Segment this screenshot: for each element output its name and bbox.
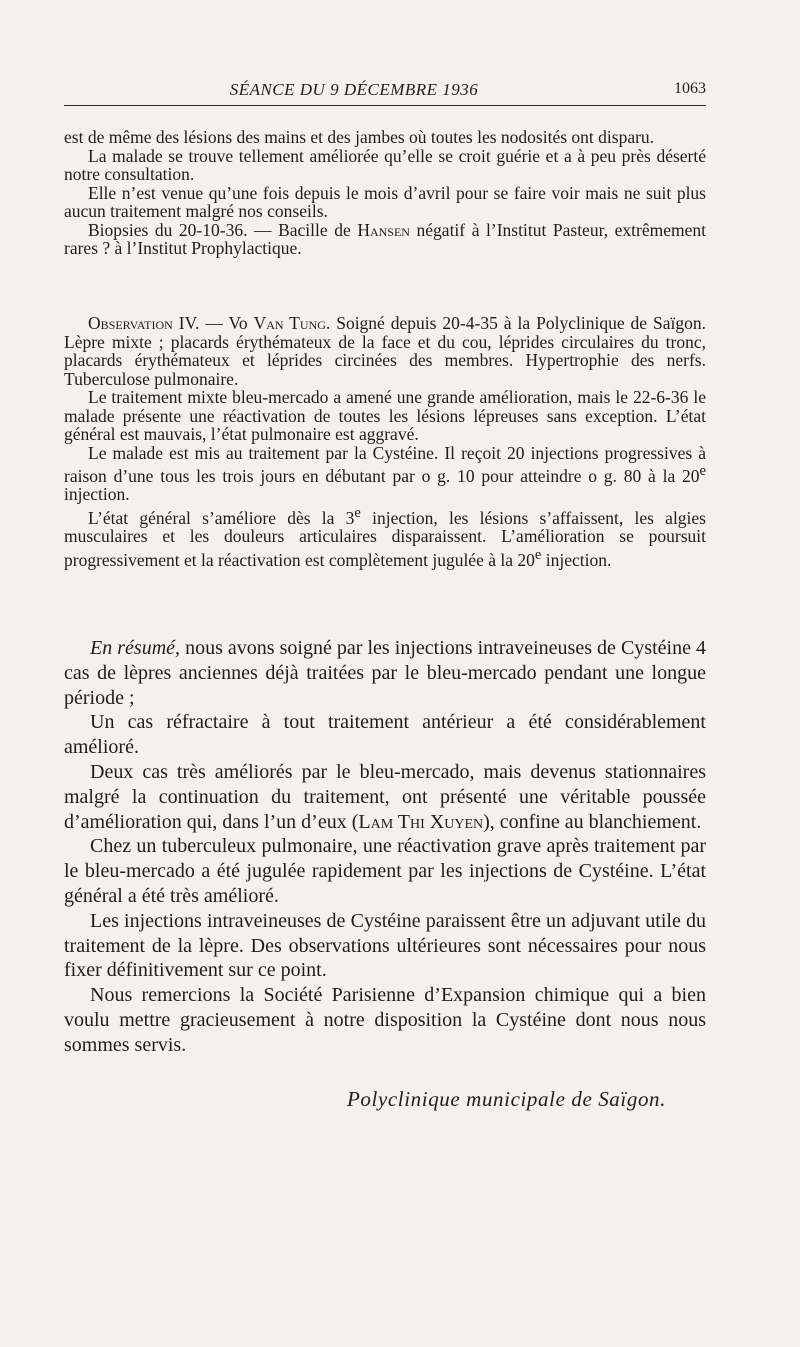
cysteine-text-a: Le malade est mis au traitement par la Cystéine. Il reçoit 20 injections progressives à raison d’une tous les trois jours en débutant par o g. 10 pour atteindre o g. 80 à la 20: [64, 442, 706, 486]
etat-text-a: L’état général s’améliore dès la 3: [88, 507, 355, 528]
paragraph-traitement-mixte: Le traitement mixte bleu-mercado a amené une grande amélioration, mais le 22-6-36 le malade présente une réactivation de toutes les lésions lépreuses sans exception. L’état général est mauvais, l’état pulmonaire est aggravé.: [64, 387, 706, 444]
running-head-title: SÉANCE DU 9 DÉCEMBRE 1936: [229, 80, 479, 99]
superscript-e: e: [354, 504, 361, 521]
observation-iv: [64, 314, 706, 569]
paragraph-adjuvant: Les injections intraveineuses de Cystéine paraissent être un adjuvant utile du traitement de la lèpre. Des observations ultérieures sont nécessaires pour nous fixer définitivement sur ce point.: [64, 909, 706, 982]
superscript-e: e: [534, 546, 542, 563]
running-header: [64, 80, 706, 104]
biopsies-text-a: Biopsies du 20-10-36. — Bacille de: [88, 219, 358, 240]
paragraph-en-resume: [64, 636, 706, 710]
paragraph-deux-cas: [64, 760, 706, 834]
observation-iv-text-a: IV. — Vo: [172, 313, 254, 333]
header-rule: [64, 105, 706, 106]
observation-label: Observation: [88, 313, 173, 333]
signature-institution: Polyclinique municipale de Saïgon.: [347, 1087, 666, 1111]
paragraph-tuberculeux: Chez un tuberculeux pulmonaire, une réactivation grave après traitement par le bleu-mercado a été jugulée rapidement par les injections de Cystéine. L’état général a été très amélioré.: [64, 835, 706, 907]
observation-iv-heading-paragraph: [64, 314, 706, 388]
paragraph-cas-refractaire: Un cas réfractaire à tout traitement antérieur a été considérablement amélioré.: [64, 711, 706, 759]
superscript-e: e: [699, 463, 706, 479]
paragraph-etat-general: [64, 504, 706, 569]
patient-name-lam-thi-xuyen: Lam Thi Xuyen: [358, 810, 484, 833]
cysteine-text-b: injection.: [64, 484, 130, 505]
etat-text-c: injection.: [541, 549, 612, 570]
paragraph-amelioration: La malade se trouve tellement améliorée qu’elle se croit guérie et a à peu près déserté notre consultation.: [64, 145, 706, 184]
paragraph-cysteine: [64, 444, 706, 504]
paragraph-visite: Elle n’est venue qu’une fois depuis le mois d’avril pour se faire voir mais ne suit plus aucun traitement malgré nos conseils.: [64, 182, 706, 221]
observation-iv-text-b: . Soigné depuis 20-4-35 à la Polyclinique de Saïgon. Lèpre mixte ; placards érythémateux de la face et du cou, léprides circulaires du tronc, placards érythémateux et léprides circinées des membres. Hypertrophie des nerfs. Tuberculose pulmonaire.: [64, 313, 707, 389]
page-number: 1063: [674, 80, 706, 97]
deux-cas-text-a: Deux cas très améliorés par le bleu-mercado, mais devenus stationnaires malgré la continuation du traitement, ont présenté une véritable poussée d’amélioration qui, dans l’un d’eux (: [64, 760, 706, 833]
en-resume-emphasis: En résumé: [90, 637, 176, 659]
observation-continuation: [64, 128, 706, 258]
biopsies-text-b: négatif à l’Institut Pasteur, extrêmement rares ? à l’Institut Prophylactique.: [64, 219, 706, 258]
etat-text-b: injection, les lésions s’affaissent, les algies musculaires et les douleurs articulaires disparaissent. L’amélioration se poursuit progressivement et la réactivation est complètement jugulée à la 20: [64, 507, 706, 570]
paragraph-nodosites: est de même des lésions des mains et des jambes où toutes les nodosités ont disparu.: [64, 127, 655, 147]
patient-name: Van Tung: [253, 313, 326, 333]
paragraph-remerciements: Nous remercions la Société Parisienne d’Expansion chimique qui a bien voulu mettre gracieusement à notre disposition la Cystéine dont nous nous sommes servis.: [64, 984, 706, 1056]
author-name-hansen: Hansen: [357, 219, 410, 240]
summary-section: [64, 636, 706, 1058]
paragraph-biopsies: [64, 221, 706, 258]
en-resume-text: , nous avons soigné par les injections intraveineuses de Cystéine 4 cas de lèpres anciennes déjà traitées par le bleu-mercado pendant une longue période ;: [64, 637, 707, 709]
deux-cas-text-b: ), confine au blanchiement.: [483, 810, 702, 833]
